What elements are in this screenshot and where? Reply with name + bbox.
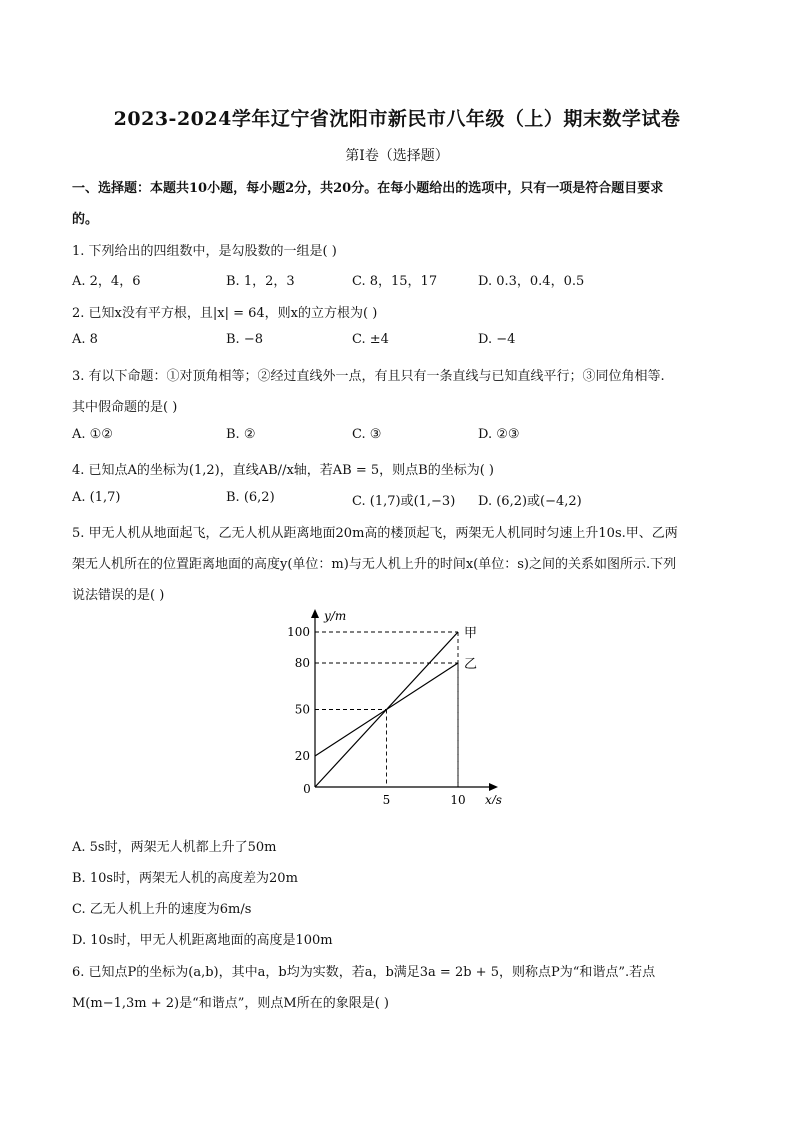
question-5-stem-line3: 说法错误的是( ) xyxy=(72,588,165,603)
y-tick-label-20: 20 xyxy=(294,749,310,763)
question-2-option-a: A. 8 xyxy=(72,332,98,347)
question-1-stem: 1. 下列给出的四组数中，是勾股数的一组是( ) xyxy=(72,244,337,259)
x-tick-label-10: 10 xyxy=(450,793,466,804)
question-3-option-a: A. ①② xyxy=(72,427,113,442)
question-1-option-b: B. 1，2，3 xyxy=(226,274,295,289)
section-instructions-line2: 的。 xyxy=(72,212,99,227)
question-5-chart xyxy=(260,604,520,804)
x-axis-label: x/s xyxy=(485,793,502,804)
question-5-option-d: D. 10s时，甲无人机距离地面的高度是100m xyxy=(72,933,333,948)
question-5-stem-line1: 5. 甲无人机从地面起飞，乙无人机从距离地面20m高的楼顶起飞，两架无人机同时匀速上升10s.甲、乙两 xyxy=(72,526,678,541)
y-axis-arrow xyxy=(311,609,319,618)
question-3-option-b: B. ② xyxy=(226,427,256,442)
page-title: 2023-2024学年辽宁省沈阳市新民市八年级（上）期末数学试卷 xyxy=(113,108,681,130)
question-2-stem: 2. 已知x没有平方根，且|x| = 64，则x的立方根为( ) xyxy=(72,306,378,321)
question-3-stem-line1: 3. 有以下命题：①对顶角相等；②经过直线外一点，有且只有一条直线与已知直线平行；③同位角相等. xyxy=(72,369,665,384)
question-4-option-d: D. (6,2)或(−4,2) xyxy=(478,494,582,509)
x-tick-label-0: 0 xyxy=(303,782,311,796)
question-5-option-b: B. 10s时，两架无人机的高度差为20m xyxy=(72,871,298,886)
series-label-yi: 乙 xyxy=(464,657,478,672)
x-tick-label-5: 5 xyxy=(382,793,391,804)
question-4-option-a: A. (1,7) xyxy=(72,490,121,505)
section-title: 第Ⅰ卷（选择题） xyxy=(345,148,449,164)
question-5-option-c: C. 乙无人机上升的速度为6m/s xyxy=(72,902,252,917)
question-4-option-c: C. (1,7)或(1,−3) xyxy=(352,494,456,509)
question-5-option-a: A. 5s时，两架无人机都上升了50m xyxy=(72,840,277,855)
question-5-stem-line2: 架无人机所在的位置距离地面的高度y(单位：m)与无人机上升的时间x(单位：s)之间的关系如图所示.下列 xyxy=(72,557,677,572)
question-3-option-c: C. ③ xyxy=(352,427,382,442)
question-1-option-a: A. 2，4，6 xyxy=(72,274,141,289)
x-axis-arrow xyxy=(489,783,498,791)
question-4-option-b: B. (6,2) xyxy=(226,490,275,505)
y-tick-label-100: 100 xyxy=(287,625,310,639)
question-3-stem-line2: 其中假命题的是( ) xyxy=(72,400,178,415)
question-2-option-b: B. −8 xyxy=(226,332,263,347)
question-1-option-c: C. 8，15，17 xyxy=(352,274,438,289)
question-1-option-d: D. 0.3，0.4，0.5 xyxy=(478,274,585,289)
section-instructions-line1: 一、选择题：本题共10小题，每小题2分，共20分。在每小题给出的选项中，只有一项是符合题目要求 xyxy=(72,181,664,196)
y-tick-label-80: 80 xyxy=(294,656,310,670)
question-2-option-d: D. −4 xyxy=(478,332,516,347)
question-3-option-d: D. ②③ xyxy=(478,427,520,442)
series-label-jia: 甲 xyxy=(464,626,478,641)
y-tick-label-50: 50 xyxy=(294,702,310,717)
question-2-option-c: C. ±4 xyxy=(352,332,389,347)
question-6-stem-line1: 6. 已知点P的坐标为(a,b)，其中a，b均为实数，若a，b满足3a = 2b + 5，则称点P为“和谐点”.若点 xyxy=(72,965,656,980)
question-6-stem-line2: M(m−1,3m + 2)是“和谐点”，则点M所在的象限是( ) xyxy=(72,996,389,1011)
y-axis-label: y/m xyxy=(324,609,347,623)
question-4-stem: 4. 已知点A的坐标为(1,2)，直线AB//x轴，若AB = 5，则点B的坐标为( ) xyxy=(72,463,494,478)
